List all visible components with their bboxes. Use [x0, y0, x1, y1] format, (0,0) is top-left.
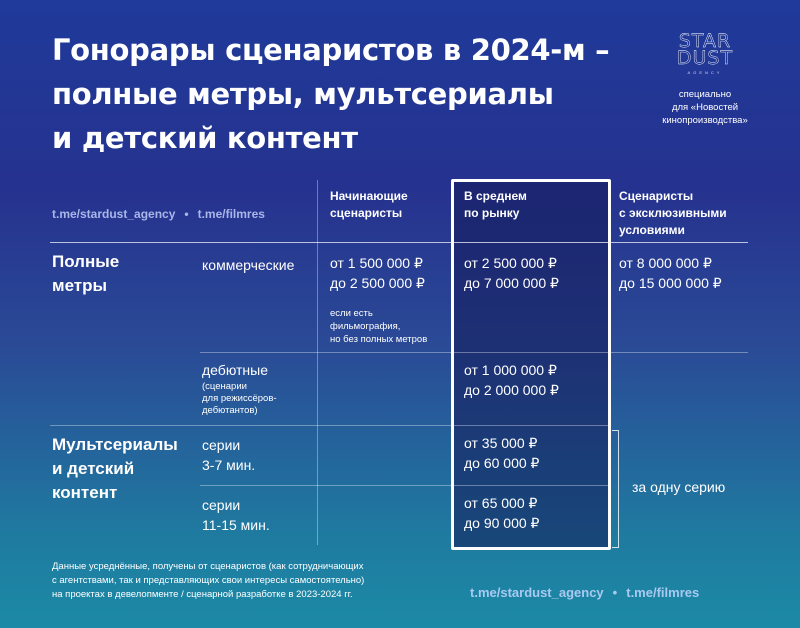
- commercial-beginners: от 1 500 000 ₽ до 2 500 000 ₽: [330, 255, 425, 291]
- stardust-logo: [668, 30, 742, 75]
- commercial-beginners-note: если есть фильмография, но без полных метров: [330, 308, 428, 345]
- category-features: Полные метры: [52, 252, 120, 295]
- link-stardust-bottom[interactable]: t.me/stardust_agency: [470, 585, 604, 600]
- col-header-beginners: Начинающие сценаристы: [330, 189, 408, 220]
- col-divider-3: [608, 180, 609, 425]
- col-header-exclusive: Сценаристы с эксклюзивными условиями: [619, 189, 727, 237]
- link-stardust[interactable]: t.me/stardust_agency: [52, 207, 176, 221]
- sub-commercial: коммерческие: [202, 257, 295, 273]
- col-header-average: В среднем по рынку: [464, 189, 527, 220]
- link-separator-bottom: •: [612, 585, 618, 600]
- row-divider-1: [200, 352, 748, 353]
- row-divider-3: [200, 485, 610, 486]
- special-note: специально для «Новостей кинопроизводства»: [662, 89, 748, 126]
- per-episode-bracket: [612, 430, 619, 548]
- sub-debut-note: (сценарии для режиссёров- дебютантов): [202, 381, 277, 416]
- title-line-2: полные метры, мультсериалы: [52, 77, 554, 111]
- sub-long-episodes: серии 11-15 мин.: [202, 497, 270, 533]
- title-line-3: и детский контент: [52, 121, 358, 155]
- page-title: [52, 28, 632, 160]
- debut-average: от 1 000 000 ₽ до 2 000 000 ₽: [464, 362, 559, 398]
- title-line-1: Гонорары сценаристов в 2024-м –: [52, 33, 610, 67]
- row-divider-2: [50, 425, 610, 426]
- logo-agency: AGENCY: [687, 70, 723, 75]
- links-top: [52, 207, 265, 221]
- per-episode-label: за одну серию: [632, 479, 726, 495]
- footnote: Данные усреднённые, получены от сценаристов (как сотрудничающих с агентствами, так и представляющих свои интересы самостоятельно) на проектах в девелопменте / сценарной разработке в 2023-2024 гг.: [52, 561, 365, 600]
- logo-line-1: STAR: [678, 30, 732, 52]
- link-filmres[interactable]: t.me/filmres: [197, 207, 265, 221]
- sub-debut: дебютные: [202, 362, 269, 378]
- short-episodes-average: от 35 000 ₽ до 60 000 ₽: [464, 435, 540, 471]
- logo-line-2: DUST: [676, 47, 734, 69]
- long-episodes-average: от 65 000 ₽ до 90 000 ₽: [464, 495, 540, 531]
- sub-short-episodes: серии 3-7 мин.: [202, 437, 256, 473]
- commercial-exclusive: от 8 000 000 ₽ до 15 000 000 ₽: [619, 255, 722, 291]
- category-animation: Мультсериалы и детский контент: [52, 435, 178, 502]
- link-separator: •: [184, 207, 189, 221]
- col-divider-1: [317, 180, 318, 545]
- link-filmres-bottom[interactable]: t.me/filmres: [626, 585, 700, 600]
- links-bottom: [470, 585, 699, 600]
- commercial-average: от 2 500 000 ₽ до 7 000 000 ₽: [464, 255, 559, 291]
- header-divider: [50, 242, 748, 243]
